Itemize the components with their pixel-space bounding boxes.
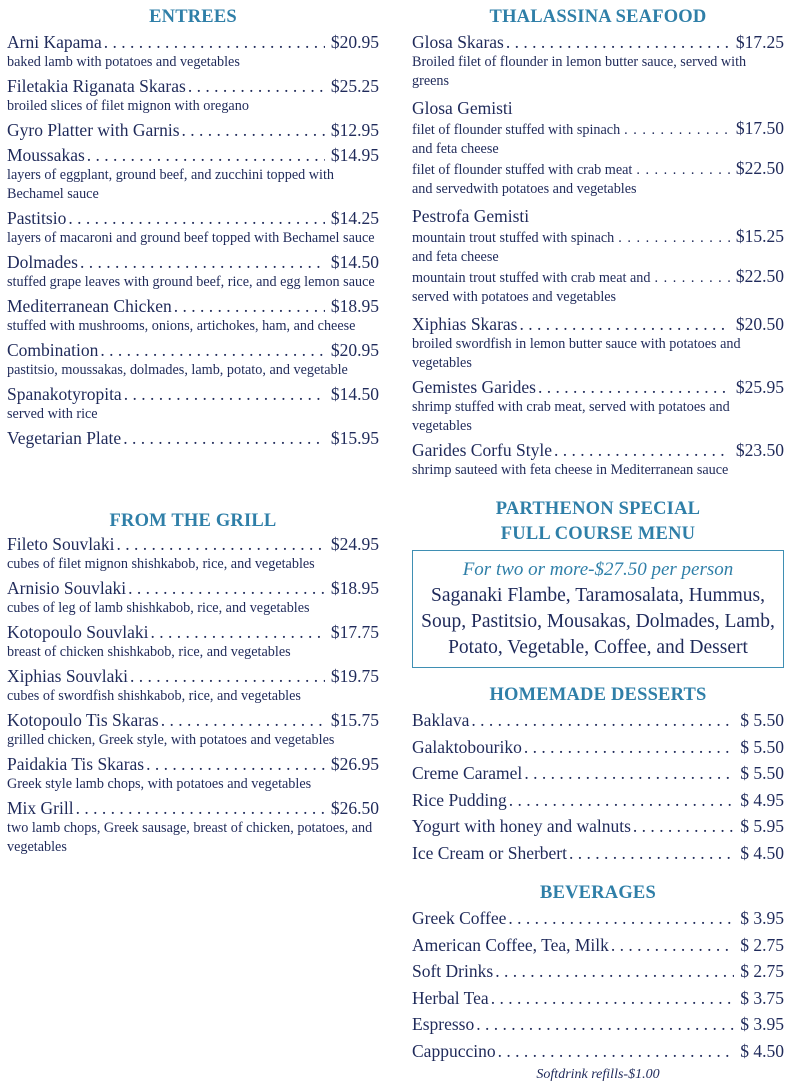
item-price: $14.50 <box>330 252 379 272</box>
item-name: Baklava <box>412 710 470 730</box>
item-price: $14.25 <box>330 208 379 228</box>
leader-dots <box>498 1040 735 1062</box>
leader-dots <box>611 934 734 956</box>
leader-dots <box>538 376 730 398</box>
entrees-heading: ENTREES <box>149 7 237 27</box>
item-name: Fileto Souvlaki <box>7 534 115 554</box>
left-column <box>7 0 379 860</box>
leader-dots <box>476 1013 734 1035</box>
item-name: Mix Grill <box>7 798 74 818</box>
item-price: $ 2.75 <box>740 934 784 955</box>
item-name: Pestrofa Gemisti <box>412 206 530 226</box>
option-text: filet of flounder stuffed with spinach <box>412 122 621 138</box>
grill-list <box>7 533 379 857</box>
item-price: $26.95 <box>330 754 379 774</box>
item-name: Mediterranean Chicken <box>7 296 172 316</box>
seafood-heading: THALASSINA SEAFOOD <box>489 7 707 27</box>
special-subheading: FULL COURSE MENU <box>500 524 696 544</box>
item-price: $ 4.50 <box>740 1040 784 1061</box>
leader-dots <box>68 207 325 229</box>
leader-dots <box>491 987 735 1009</box>
leader-dots <box>100 339 324 361</box>
menu-item <box>7 621 379 662</box>
item-name: Rice Pudding <box>412 789 507 810</box>
item-option <box>412 267 784 288</box>
item-description: cubes of leg of lamb shishkabob, rice, and vegetables <box>7 600 310 616</box>
item-name: Kotopoulo Souvlaki <box>7 622 149 642</box>
item-name: Pastitsio <box>7 208 67 228</box>
option-text-cont: and feta cheese <box>412 249 499 265</box>
item-price: $12.95 <box>330 120 379 140</box>
item-price: $ 3.75 <box>740 987 784 1008</box>
item-name: Ice Cream or Sherbert <box>412 842 567 863</box>
item-description: broiled swordfish in lemon butter sauce with potatoes and vegetables <box>412 336 741 371</box>
item-description: grilled chicken, Greek style, with potatoes and vegetables <box>7 732 335 748</box>
entrees-list <box>7 31 379 449</box>
desserts-list <box>412 709 784 864</box>
item-name: Vegetarian Plate <box>7 428 122 448</box>
item-description: served with rice <box>7 406 98 422</box>
item-name: Kotopoulo Tis Skaras <box>7 710 159 730</box>
menu-item <box>7 295 379 336</box>
item-description: two lamb chops, Greek sausage, breast of chicken, potatoes, and vegetables <box>7 820 373 855</box>
leader-dots <box>188 75 325 97</box>
menu-item <box>7 75 379 116</box>
item-name: Xiphias Souvlaki <box>7 666 129 686</box>
item-description: baked lamb with potatoes and vegetables <box>7 54 240 70</box>
right-column <box>412 0 784 1084</box>
item-description: shrimp stuffed with crab meat, served with potatoes and vegetables <box>412 399 730 434</box>
item-name: Arnisio Souvlaki <box>7 578 127 598</box>
item-name: American Coffee, Tea, Milk <box>412 934 609 955</box>
option-text-cont: and feta cheese <box>412 141 499 157</box>
menu-item <box>7 31 379 72</box>
item-description: stuffed with mushrooms, onions, artichokes, ham, and cheese <box>7 318 356 334</box>
item-description: Broiled filet of flounder in lemon butter sauce, served with greens <box>412 54 747 89</box>
item-price: $ 5.50 <box>740 763 784 783</box>
leader-dots <box>146 753 325 775</box>
menu-item <box>7 251 379 292</box>
item-description: shrimp sauteed with feta cheese in Mediterranean sauce <box>412 462 729 478</box>
grill-heading: FROM THE GRILL <box>109 511 277 531</box>
menu-item <box>7 665 379 706</box>
item-description: cubes of swordfish shishkabob, rice, and vegetables <box>7 688 301 704</box>
item-name: Spanakotyropita <box>7 384 122 404</box>
leader-dots <box>509 789 734 811</box>
menu-item <box>7 577 379 618</box>
item-name: Galaktobouriko <box>412 736 522 757</box>
menu-item <box>412 762 784 784</box>
menu-item <box>412 907 784 929</box>
leader-dots <box>655 269 732 288</box>
menu-item <box>412 736 784 758</box>
menu-item <box>7 383 379 424</box>
item-name: Glosa Skaras <box>412 32 504 52</box>
item-name: Filetakia Riganata Skaras <box>7 76 186 96</box>
special-courses: Saganaki Flambe, Taramosalata, Hummus, Soup, Pastitsio, Mousakas, Dolmades, Lamb, Potato, Vegetable, Coffee, and Dessert <box>421 585 775 658</box>
item-description: layers of eggplant, ground beef, and zucchini topped with Bechamel sauce <box>7 167 334 202</box>
item-name: Garides Corfu Style <box>412 440 552 460</box>
item-name: Greek Coffee <box>412 908 507 928</box>
item-description: stuffed grape leaves with ground beef, rice, and egg lemon sauce <box>7 274 375 290</box>
leader-dots <box>80 251 325 273</box>
leader-dots <box>182 119 325 141</box>
item-price: $17.25 <box>735 32 784 52</box>
leader-dots <box>519 313 729 335</box>
refill-note: Softdrink refills-$1.00 <box>536 1067 660 1082</box>
leader-dots <box>524 736 734 758</box>
leader-dots <box>124 383 325 405</box>
leader-dots <box>161 709 325 731</box>
leader-dots <box>636 161 732 180</box>
leader-dots <box>130 665 325 687</box>
item-option <box>412 159 784 180</box>
menu-item <box>412 842 784 864</box>
item-price: $14.50 <box>330 384 379 404</box>
menu-item <box>412 709 784 731</box>
item-description: layers of macaroni and ground beef topped with Bechamel sauce <box>7 230 375 246</box>
item-price: $15.95 <box>330 428 379 448</box>
item-price: $ 3.95 <box>740 1014 784 1034</box>
item-name: Moussakas <box>7 145 85 165</box>
desserts-heading: HOMEMADE DESSERTS <box>489 685 707 705</box>
item-description: cubes of filet mignon shishkabob, rice, and vegetables <box>7 556 315 572</box>
special-box <box>412 550 784 668</box>
item-name: Cappuccino <box>412 1040 496 1061</box>
menu-item <box>412 31 784 91</box>
menu-item <box>7 533 379 574</box>
leader-dots <box>87 144 325 166</box>
item-name: Soft Drinks <box>412 961 494 981</box>
item-price: $14.95 <box>330 145 379 165</box>
menu-item <box>412 815 784 837</box>
leader-dots <box>150 621 324 643</box>
leader-dots <box>524 762 734 784</box>
item-price: $ 5.95 <box>740 816 784 836</box>
leader-dots <box>508 907 734 929</box>
leader-dots <box>123 427 325 449</box>
menu-item <box>412 934 784 956</box>
item-price: $19.75 <box>330 666 379 686</box>
menu-item <box>7 207 379 248</box>
leader-dots <box>495 960 734 982</box>
item-price: $20.95 <box>330 32 379 52</box>
menu-item <box>7 144 379 204</box>
item-name: Dolmades <box>7 252 78 272</box>
option-price: $22.50 <box>735 158 784 178</box>
menu-item <box>412 313 784 373</box>
leader-dots <box>506 31 730 53</box>
item-name: Arni Kapama <box>7 32 102 52</box>
menu-item <box>7 709 379 750</box>
menu-item <box>412 205 784 307</box>
leader-dots <box>618 229 732 248</box>
item-option <box>412 227 784 248</box>
leader-dots <box>569 842 734 864</box>
item-name: Gyro Platter with Garnis <box>7 120 180 140</box>
menu-item <box>7 119 379 141</box>
item-name: Espresso <box>412 1014 475 1034</box>
item-name: Creme Caramel <box>412 763 523 783</box>
menu-item <box>412 789 784 811</box>
beverages-list <box>412 907 784 1062</box>
leader-dots <box>471 709 734 731</box>
item-price: $20.95 <box>330 340 379 360</box>
item-price: $18.95 <box>330 296 379 316</box>
option-text-cont: and servedwith potatoes and vegetables <box>412 181 637 197</box>
item-price: $18.95 <box>330 578 379 598</box>
leader-dots <box>624 121 732 140</box>
beverages-heading: BEVERAGES <box>540 883 656 903</box>
menu-item <box>412 1040 784 1062</box>
item-price: $20.50 <box>735 314 784 334</box>
menu-item <box>412 960 784 982</box>
menu-item <box>7 427 379 449</box>
menu-item <box>412 1013 784 1035</box>
item-price: $26.50 <box>330 798 379 818</box>
item-price: $24.95 <box>330 534 379 554</box>
option-text: mountain trout stuffed with crab meat and <box>412 270 651 286</box>
item-price: $ 2.75 <box>740 961 784 981</box>
option-text-cont: served with potatoes and vegetables <box>412 289 617 305</box>
item-option <box>412 119 784 140</box>
item-description: Greek style lamb chops, with potatoes and vegetables <box>7 776 312 792</box>
item-price: $17.75 <box>330 622 379 642</box>
item-name: Gemistes Garides <box>412 377 536 397</box>
menu-item <box>412 987 784 1009</box>
item-description: pastitsio, moussakas, dolmades, lamb, potato, and vegetable <box>7 362 348 378</box>
item-price: $25.25 <box>330 76 379 96</box>
item-name: Herbal Tea <box>412 987 489 1008</box>
menu-item <box>412 439 784 480</box>
menu-item <box>7 339 379 380</box>
item-name: Yogurt with honey and walnuts <box>412 816 631 836</box>
item-price: $ 5.50 <box>740 736 784 757</box>
leader-dots <box>554 439 730 461</box>
item-name: Xiphias Skaras <box>412 314 518 334</box>
item-price: $ 4.95 <box>740 789 784 810</box>
menu-item <box>412 97 784 199</box>
item-price: $ 5.50 <box>740 710 784 730</box>
item-price: $23.50 <box>735 440 784 460</box>
seafood-list <box>412 313 784 480</box>
leader-dots <box>104 31 325 53</box>
leader-dots <box>633 815 734 837</box>
item-price: $ 3.95 <box>740 908 784 928</box>
option-text: mountain trout stuffed with spinach <box>412 230 615 246</box>
menu-item <box>412 376 784 436</box>
item-description: broiled slices of filet mignon with oregano <box>7 98 249 114</box>
leader-dots <box>174 295 325 317</box>
option-price: $15.25 <box>735 226 784 246</box>
item-price: $ 4.50 <box>740 842 784 863</box>
special-heading: PARTHENON SPECIAL <box>495 499 701 519</box>
special-intro: For two or more-$27.50 per person <box>462 559 734 580</box>
item-name: Paidakia Tis Skaras <box>7 754 145 774</box>
leader-dots <box>128 577 325 599</box>
leader-dots <box>116 533 324 555</box>
item-name: Glosa Gemisti <box>412 98 513 118</box>
item-price: $25.95 <box>735 377 784 397</box>
menu-item <box>7 753 379 794</box>
item-price: $15.75 <box>330 710 379 730</box>
item-description: breast of chicken shishkabob, rice, and vegetables <box>7 644 291 660</box>
item-name: Combination <box>7 340 99 360</box>
menu-item <box>7 797 379 857</box>
option-text: filet of flounder stuffed with crab meat <box>412 162 633 178</box>
option-price: $17.50 <box>735 118 784 138</box>
option-price: $22.50 <box>735 266 784 286</box>
leader-dots <box>76 797 325 819</box>
